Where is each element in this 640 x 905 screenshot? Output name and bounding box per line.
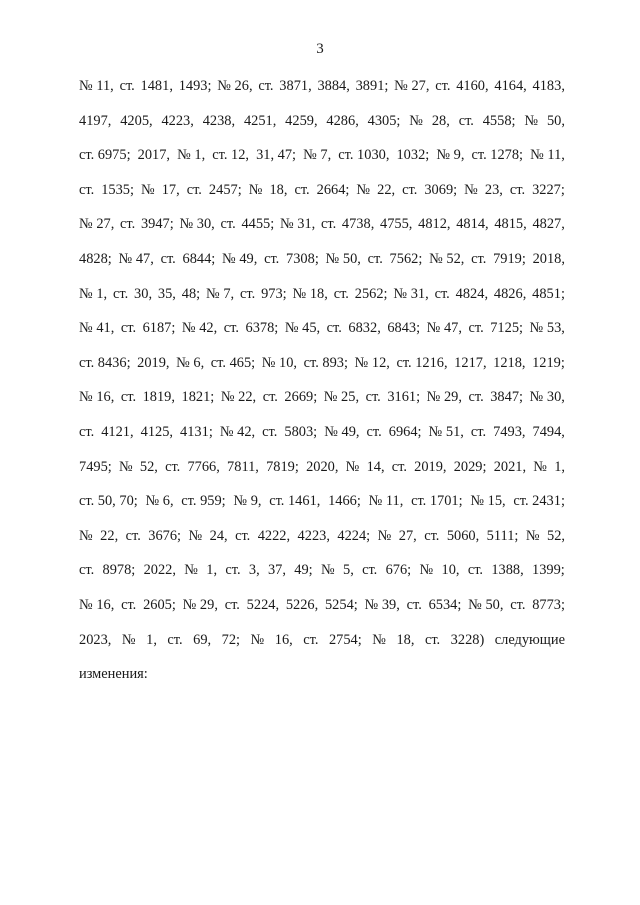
text-word: № [464,181,478,198]
text-word: № 31, [279,216,316,233]
text-word: 3676; [148,527,182,544]
text-word: № [320,562,335,579]
text-word: 2018, [532,250,565,267]
text-word: № 50, [325,250,361,267]
text-line [79,180,565,215]
text-word: 23, [484,181,503,198]
text-word: 6832, [348,320,381,337]
text-word: ст. [160,250,176,267]
text-word: 4738, [341,216,375,233]
text-word: № 42, [219,423,256,440]
text-word: изменения: [79,666,148,683]
text-word: 4160, [456,78,489,94]
text-word: 4121, [101,423,134,440]
text-word: 3947; [140,216,174,233]
text-word: ст. [235,527,251,544]
text-word: 4558; [482,112,516,129]
text-word: 4755, [380,216,413,233]
text-word: 1493; [178,78,212,94]
text-word: 4812, [418,216,451,233]
text-line [79,353,565,388]
text-line [79,318,565,353]
text-word: № 27, [79,216,115,233]
text-word: 2019, [414,458,447,475]
text-word: 1, [146,631,157,648]
text-word: 5, [343,562,354,579]
text-line [79,457,565,492]
text-word: 6378; [245,320,279,337]
text-word: 4824, [455,285,489,302]
text-word: 4224; [337,527,371,544]
text-word: ст. 1278; [471,147,524,164]
text-word: ст. [240,285,256,302]
text-word: 3847; [490,389,524,406]
text-word: 1388, [491,562,524,579]
text-line [79,284,565,319]
text-word: № 9, [436,147,465,164]
text-word: 16, [274,631,293,648]
text-word: 676; [385,562,412,579]
text-word: № 52, [429,250,465,267]
text-word: 973; [261,285,287,302]
text-word: ст. [434,285,450,302]
text-word: 4222, [257,527,291,544]
text-word: 4827, [532,216,565,233]
text-word: № 42, [181,320,218,337]
text-word: 4238, [202,112,236,129]
text-word: ст. [467,562,484,579]
text-word: ст. [224,596,240,613]
text-word: № 39, [364,596,400,613]
text-word: 4455; [241,216,275,233]
text-word: 4815, [494,216,527,233]
text-word: 2664; [316,181,350,198]
text-word: 31, 47; [256,147,297,164]
text-word: ст. 50, 70; [79,493,138,510]
text-word: № 11, [530,147,565,164]
text-word: 2020, [306,458,339,475]
text-word: 8978; [102,562,136,579]
text-word: 1032; [396,147,430,164]
text-word: 4164, [494,78,527,94]
text-word: 2019, [137,354,170,371]
text-word: 2017, [137,147,171,164]
text-word: 8773; [532,596,565,613]
text-word: 2021, [493,458,527,475]
text-word: № 10, [261,354,298,371]
text-word: 1821; [181,389,215,406]
text-word: 7308; [286,250,319,267]
text-word: № 49, [222,250,258,267]
text-word: 7495; [79,458,112,475]
text-word: ст. [470,423,487,440]
text-word: 1, [554,458,565,475]
text-word: ст. [225,562,241,579]
text-word: ст. [468,389,484,406]
text-word: 4305; [367,112,401,129]
text-word: 18, [269,181,288,198]
text-word: 6534; [428,596,462,613]
text-line [79,560,565,595]
text-word: № 30, [179,216,215,233]
text-word: 7494, [532,423,565,440]
text-word: ст. [120,216,136,233]
text-word: ст. [294,181,310,198]
text-word: 4205, [120,112,153,129]
text-word: ст. [262,423,278,440]
text-word: № [188,527,203,544]
text-word: ст. [79,562,95,579]
page-number: 3 [316,41,324,57]
text-word: 3, [248,562,260,579]
text-word: № 9, [233,493,262,510]
text-word: № 27, [394,78,430,94]
text-word: ст. [468,320,484,337]
text-word: ст. [119,78,135,94]
text-word: 1466; [328,493,361,510]
text-word: 5224, [246,596,280,613]
text-word: 7125; [490,320,524,337]
text-word: № 1, [79,285,108,302]
text-word: 5254; [324,596,358,613]
text-word: 5060, [446,527,480,544]
text-word: 2023, [79,631,112,648]
text-word: № 47, [118,250,154,267]
text-word: ст. [406,596,422,613]
text-word: № [419,562,434,579]
text-word: № 12, [354,354,390,371]
text-word: 1399; [532,562,565,579]
text-word: 1219; [532,354,565,371]
text-word: № 1, [177,147,206,164]
text-word: 30, [134,285,153,302]
text-word: 50, [546,112,565,129]
text-word: № 6, [176,354,205,371]
text-word: 6187; [142,320,176,337]
text-line [79,249,565,284]
text-word: ст. [223,320,239,337]
text-word: № 53, [529,320,565,337]
text-line [79,664,565,699]
text-line [79,526,565,561]
text-word: ст. [424,631,441,648]
text-word: ст. [303,631,319,648]
text-word: ст. [186,181,202,198]
text-word: 5111; [486,527,519,544]
text-word: ст. [167,631,183,648]
text-word: ст. [402,181,418,198]
text-word: 7919; [493,250,526,267]
text-word: № [409,112,423,129]
text-word: ст. [121,596,137,613]
text-word: № [372,631,386,648]
text-line [79,422,565,457]
text-word: № 31, [393,285,429,302]
text-word: 3884, [317,78,350,94]
text-word: ст. [362,562,378,579]
text-line [79,491,565,526]
text-word: № [356,181,371,198]
text-word: № 16, [79,389,115,406]
text-word: 6964; [388,423,422,440]
text-word: ст. [120,320,137,337]
text-word: ст. [367,250,383,267]
text-word: № 11, [368,493,404,510]
text-word: 24, [209,527,228,544]
text-word: 4131; [180,423,213,440]
text-word: ст. 8436; [79,354,131,371]
text-word: 4826, [493,285,527,302]
text-word: № 7, [206,285,235,302]
text-word: ст. 959; [181,493,226,510]
text-word: 5803; [284,423,318,440]
text-line [79,387,565,422]
text-word: 28, [431,112,450,129]
text-word: 7493, [493,423,526,440]
text-word: № 11, [79,78,114,94]
text-word: ст. 12, [212,147,250,164]
text-word: 37, [267,562,286,579]
text-word: 22, [377,181,396,198]
text-line [79,214,565,249]
text-word: № [121,631,136,648]
text-word: 4259, [285,112,318,129]
text-word: ст. [79,181,95,198]
text-word: 3161; [387,389,421,406]
text-word: ст. 1216, [396,354,448,371]
text-word: № 25, [323,389,360,406]
text-word: 4251, [243,112,277,129]
text-word: № 30, [529,389,565,406]
text-word: ст. [458,112,474,129]
text-word: ст. [264,250,280,267]
text-word: № [524,112,539,129]
text-word: № [345,458,360,475]
text-word: 35, [157,285,176,302]
text-word: ст. 1701; [411,493,463,510]
text-word: 5226, [285,596,319,613]
text-word: ст. [262,389,278,406]
text-word: 1535; [101,181,134,198]
text-word: 49; [294,562,313,579]
text-word: № [533,458,547,475]
text-word: 7766, [187,458,220,475]
text-word: 4183, [532,78,565,94]
text-word: 7811, [227,458,259,475]
text-word: 1481, [140,78,173,94]
text-word: 4286, [326,112,359,129]
text-word: ст. [509,181,526,198]
text-word: 72; [221,631,241,648]
text-word: 7562; [389,250,423,267]
text-word: ст. 893; [303,354,348,371]
text-word: 48; [181,285,201,302]
text-word: ст. 2431; [513,493,565,510]
text-word: 52, [547,527,565,544]
text-word: 17, [161,181,180,198]
text-word: № 29, [182,596,218,613]
text-word: № 47, [426,320,462,337]
text-word: ст. [424,527,440,544]
text-word: 10, [441,562,460,579]
text-word: 1, [206,562,218,579]
text-line [79,630,565,665]
text-word: 6844; [182,250,216,267]
text-word: 4125, [140,423,174,440]
text-word: ст. [333,285,349,302]
text-word: ст. [391,458,407,475]
text-word: 3227; [532,181,565,198]
text-word: 2029; [453,458,487,475]
text-word: ст. [471,250,487,267]
text-word: ст. [79,423,95,440]
text-word: № 29, [426,389,462,406]
text-word: № 50, [468,596,504,613]
text-word: 1819, [142,389,175,406]
text-word: 22, [100,527,119,544]
text-word: № [140,181,155,198]
text-word: 4814, [456,216,489,233]
text-word: ст. [320,216,337,233]
text-word: № [118,458,133,475]
text-word: ст. 6975; [79,147,131,164]
text-word: № 41, [79,320,115,337]
text-word: № 18, [292,285,328,302]
text-word: № 51, [428,423,464,440]
text-word: ст. [220,216,236,233]
text-word: ст. [165,458,181,475]
text-word: № 22, [220,389,257,406]
text-line [79,111,565,146]
text-word: 18, [396,631,415,648]
text-word: ст. [510,596,526,613]
text-word: ст. [435,78,451,94]
text-word: № [525,527,540,544]
text-word: ст. [120,389,137,406]
text-line [79,145,565,180]
text-word: 4223, [297,527,330,544]
text-word: 4197, [79,112,112,129]
text-word: 14, [366,458,385,475]
text-line [79,76,565,111]
text-word: № 26, [217,78,253,94]
text-word: 3228) [450,631,485,648]
text-word: № [248,181,263,198]
text-word: 4851; [532,285,565,302]
text-word: 52, [139,458,158,475]
text-word: 1218, [493,354,526,371]
text-word: № [184,562,198,579]
text-word: 1217, [454,354,487,371]
text-word: ст. 1461, [269,493,321,510]
text-word: № 6, [145,493,174,510]
text-word: № 7, [303,147,332,164]
text-word: ст. [112,285,129,302]
text-word: № 16, [79,596,115,613]
text-word: ст. 1030, [338,147,390,164]
text-word: 7819; [266,458,299,475]
text-word: № [79,527,93,544]
text-word: 2457; [208,181,242,198]
text-word: следующие [494,631,565,648]
text-word: ст. [258,78,274,94]
text-word: 3871, [279,78,312,94]
text-word: 2605; [143,596,176,613]
text-word: ст. [326,320,342,337]
text-word: ст. 465; [210,354,256,371]
text-word: 3069; [424,181,458,198]
text-word: 2669; [284,389,318,406]
text-word: 2754; [328,631,362,648]
text-word: № 15, [470,493,506,510]
text-word: № [250,631,265,648]
text-word: ст. [125,527,141,544]
body-text [79,76,565,699]
text-word: ст. [366,423,382,440]
text-word: 2562; [354,285,388,302]
text-word: ст. [365,389,381,406]
text-word: № 49, [324,423,360,440]
text-word: 27, [398,527,417,544]
text-word: 6843; [387,320,421,337]
text-word: № 45, [284,320,321,337]
text-line [79,595,565,630]
text-word: 69, [193,631,212,648]
text-word: № [377,527,392,544]
text-word: 3891; [355,78,389,94]
text-word: 4223, [161,112,194,129]
text-word: 4828; [79,250,112,267]
text-word: 2022, [143,562,176,579]
